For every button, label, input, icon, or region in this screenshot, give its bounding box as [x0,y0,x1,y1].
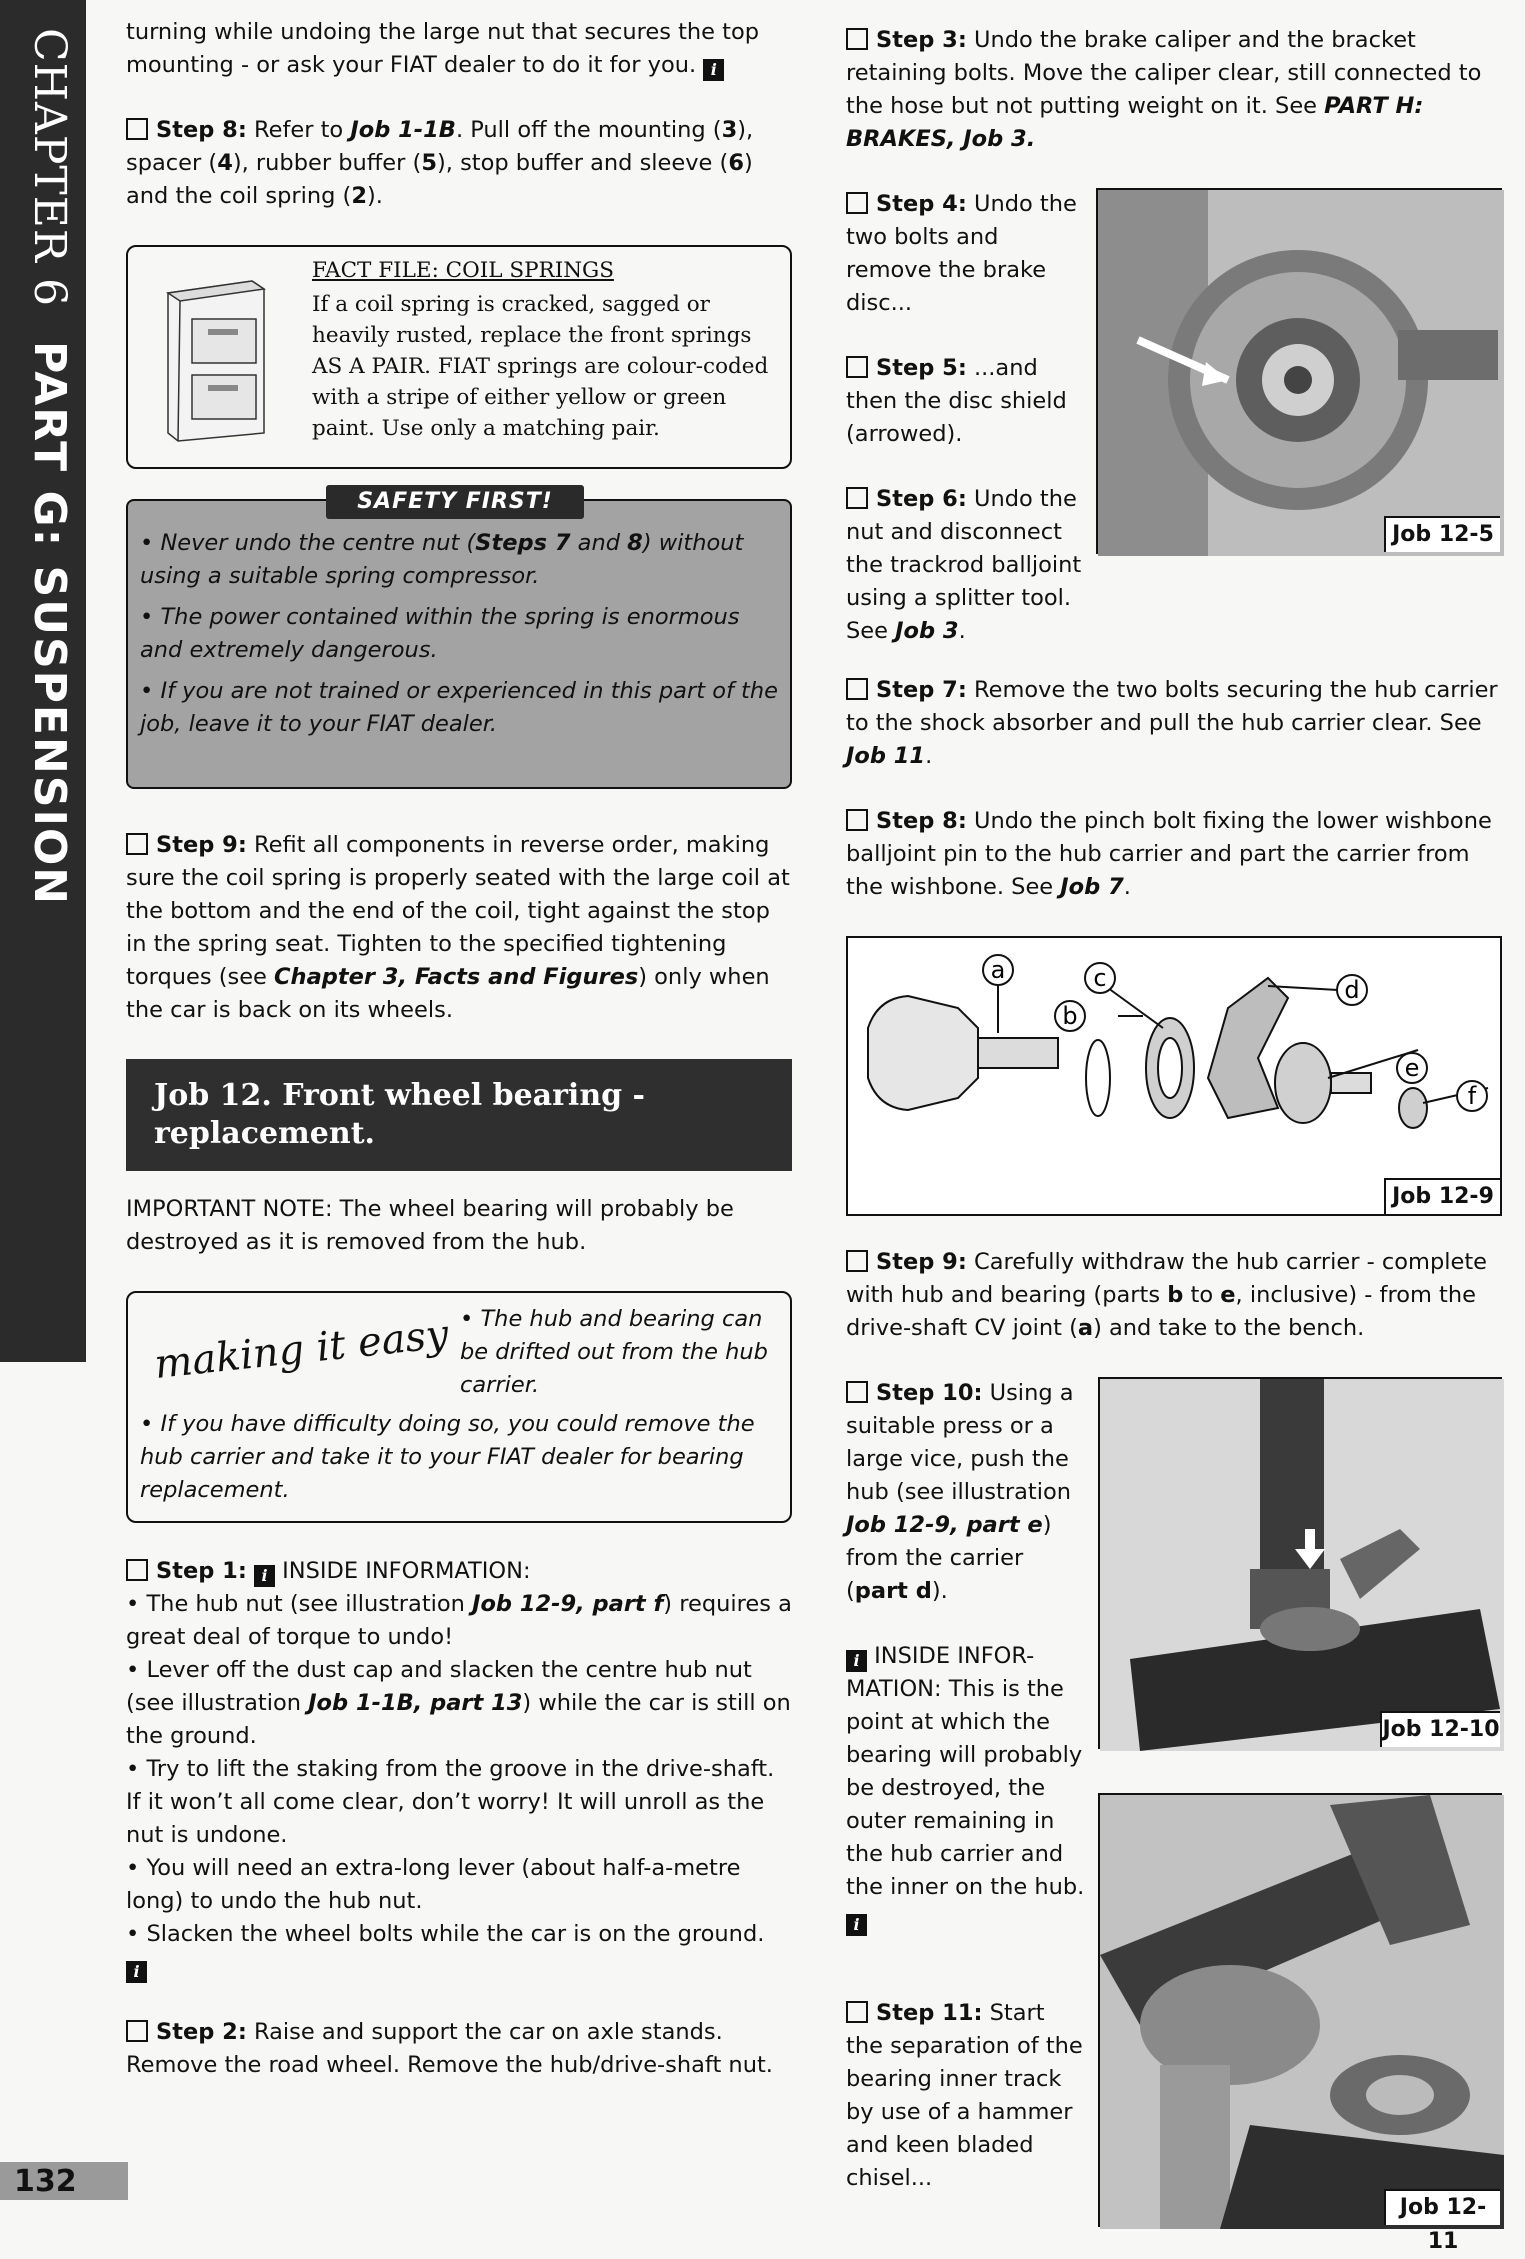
step-text: ...and then the disc shield (arrowed). [846,355,1067,447]
photo-caption: Job 12-10 [1380,1711,1500,1747]
step5-right [846,352,1086,451]
fact-file-box [126,245,792,469]
step-text: Undo the brake caliper and the bracket retaining bolts. Move the caliper clear, still connected to the hose but not putting weight on it. See [846,27,1482,119]
safety-text: and [570,530,628,556]
fact-file-content [312,255,776,444]
step1-bullet: • Try to lift the staking from the groove in the drive-shaft. If it won’t all come clear, don’t worry! It will unroll as the nut is undone. [126,1756,775,1848]
checkbox-icon [846,356,868,378]
photo-job-12-5 [1096,188,1502,554]
hub-exploded-view [848,938,1500,1214]
step-text: ) requires a great deal of torque to undo! [126,1591,792,1650]
step-text: Lever off the dust cap and slacken the centre hub nut (see illustration [126,1657,752,1716]
job-ref: Chapter 3, Facts and Figures [274,964,639,990]
svg-text:making it easy: making it easy [152,1311,451,1388]
exploded-diagram-job-12-9 [846,936,1502,1216]
intro-text: turning while undoing the large nut that secures the top mounting - or ask your FIAT dealer to do it for you. [126,19,760,78]
step-text: The hub nut (see illustration [146,1591,473,1617]
photo-block-2 [846,1377,1502,2254]
safety-point: • If you are not trained or experienced in this part of the job, leave it to your FIAT dealer. [140,678,778,737]
step1-bullet: • The hub nut (see illustration Job 12-9, part f) requires a great deal of torque to undo! [126,1591,792,1650]
step-text: ) only when the car is back on its wheels. [126,964,770,1023]
diagram-label-d: d [1344,976,1360,1004]
job-ref: Job 12-9, part f [472,1591,664,1617]
checkbox-icon [126,2020,148,2042]
inside-text: INSIDE INFOR-MATION: This is the point at which the bearing will probably be destroyed, the outer remaining in the hub carrier and the inner on the hub. [846,1643,1085,1900]
job-title-line: replacement. [154,1116,376,1151]
step-text: Remove the two bolts securing the hub carrier to the shock absorber and pull the hub carrier clear. See [846,677,1498,736]
safety-text: If you are not trained or experienced in this part of the job, leave it to your FIAT dealer. [140,678,778,737]
step-label: Step 8: [876,808,967,834]
safety-point: • The power contained within the spring is enormous and extremely dangerous. [140,604,740,663]
easy-point: • The hub and bearing can be drifted out from the hub carrier. [460,1306,768,1398]
step-text: Try to lift the staking from the groove in the drive-shaft. If it won’t all come clear, don’t worry! It will unroll as the nut is undone. [126,1756,775,1848]
safety-bold: Steps 7 [475,530,571,556]
step-label: Step 4: [876,191,967,217]
step-text: ) from the carrier ( [846,1512,1052,1604]
job-ref: Job 11 [846,743,926,769]
step-text: ), rubber buffer ( [232,150,422,176]
step6-right [846,483,1086,648]
hub-disc-shield-photo [1098,190,1504,556]
checkbox-icon [846,1250,868,1272]
step-text: Start the separation of the bearing inner track by use of a hammer and keen bladed chisel... [846,2000,1083,2191]
step-text: Using a suitable press or a large vice, push the hub (see illustration [846,1380,1074,1505]
step-text: INSIDE INFORMATION: [274,1558,531,1584]
step9-left [126,829,792,1027]
job-ref: Job 1-1B, part 13 [308,1690,523,1716]
diagram-caption: Job 12-9 [1384,1178,1500,1214]
photo-caption: Job 12-11 [1384,2189,1500,2225]
step-text: . Pull off the mounting ( [455,117,722,143]
step-text: ) and the coil spring ( [126,150,753,209]
part-letter: a [1077,1315,1094,1341]
safety-first-box [126,489,792,789]
checkbox-icon [846,678,868,700]
diagram-label-b: b [1062,1002,1078,1030]
safety-point: • Never undo the centre nut (Steps 7 and 8) without using a suitable spring compressor. [140,530,744,589]
diagram-label-e: e [1404,1054,1420,1082]
checkbox-icon [126,1559,148,1581]
checkbox-icon [846,1381,868,1403]
narrow-steps-2 [846,1377,1086,2195]
photo-job-12-11 [1098,1793,1502,2254]
checkbox-icon [126,833,148,855]
step-label: Step 11: [876,2000,983,2026]
job-title-line: Job 12. Front wheel bearing - [154,1078,646,1113]
step-text: ), stop buffer and sleeve ( [436,150,729,176]
step4-right [846,188,1086,320]
step-label: Step 3: [876,27,967,53]
step-text: Raise and support the car on axle stands. Remove the road wheel. Remove the hub/drive-shaft nut. [126,2019,773,2078]
step-text: Refit all components in reverse order, making sure the coil spring is properly seated with the large coil at the bottom and the end of the coil, tight against the stop in the spring seat. Tighten to the specified tightening torques (see [126,832,790,990]
step-label: Step 5: [876,355,967,381]
step-text: Undo the two bolts and remove the brake disc... [846,191,1077,316]
step-text: Slacken the wheel bolts while the car is on the ground. [146,1921,765,1947]
step-text: ), spacer ( [126,117,754,176]
checkbox-icon [846,2001,868,2023]
filing-cabinet-icon [156,273,266,443]
step-text: You will need an extra-long lever (about half-a-metre long) to undo the hub nut. [126,1855,741,1914]
step11-right [846,1997,1086,2195]
safety-text: The power contained within the spring is enormous and extremely dangerous. [140,604,740,663]
step-text: to [1183,1282,1221,1308]
diagram-label-c: c [1093,964,1107,992]
step-label: Step 9: [876,1249,967,1275]
step7-right [846,674,1502,773]
step-text: ). [367,183,383,209]
step-text: . [925,743,933,769]
part-label: PART G: SUSPENSION [24,341,75,907]
step-label: Step 7: [876,677,967,703]
part-num: 3 [721,117,738,143]
making-it-easy-logo [148,1311,451,1388]
info-icon: i [254,1565,275,1587]
checkbox-icon [846,809,868,831]
photo-block-1 [846,188,1502,674]
intro-paragraph [126,16,792,82]
part-letter: b [1167,1282,1184,1308]
step8-left [126,114,792,213]
step1-bullet: • Slacken the wheel bolts while the car is on the ground. i [126,1921,765,1981]
job-ref: PART H: BRAKES, Job 3. [846,93,1424,152]
step-label: Step 2: [156,2019,247,2045]
safety-first-label: SAFETY FIRST! [326,485,584,519]
part-num: 2 [351,183,367,209]
step1-bullet: • You will need an extra-long lever (about half-a-metre long) to undo the hub nut. [126,1855,741,1914]
diagram-label-f: f [1467,1082,1477,1110]
step2 [126,2016,792,2082]
chapter-sidebar [0,0,86,1362]
step-text: ) while the car is still on the ground. [126,1690,791,1749]
part-ref: part d [854,1578,932,1604]
easy-point: • If you have difficulty doing so, you could remove the hub carrier and take it to your FIAT dealer for bearing replacement. [140,1411,755,1503]
photo-caption: Job 12-5 [1384,516,1500,552]
easy-text: If you have difficulty doing so, you could remove the hub carrier and take it to your FIAT dealer for bearing replacement. [140,1411,755,1503]
step-text: ). [931,1578,948,1604]
step-label: Step 8: [156,117,247,143]
checkbox-icon [846,192,868,214]
page-number: 132 [14,2164,77,2199]
step-text: ) and take to the bench. [1093,1315,1365,1341]
info-icon: i [846,1914,867,1936]
part-num: 4 [217,150,233,176]
safety-text: Never undo the centre nut ( [160,530,476,556]
step-text: Carefully withdraw the hub carrier - complete with hub and bearing (parts [846,1249,1487,1308]
step1-bullet: • Lever off the dust cap and slacken the centre hub nut (see illustration Job 1-1B, part 13) while the car is still on the ground. [126,1657,791,1749]
step10-right [846,1377,1086,1608]
left-column [126,16,792,2114]
sidebar-text [24,28,75,906]
step-text: . [958,618,966,644]
info-icon: i [846,1650,867,1672]
job-ref: Job 3 [895,618,959,644]
part-num: 6 [728,150,744,176]
step-label: Step 1: [156,1558,247,1584]
step9-right [846,1246,1502,1345]
info-icon: i [126,1961,147,1983]
step8-right [846,805,1502,904]
step-text: Undo the nut and disconnect the trackrod balljoint using a splitter tool. See [846,486,1082,644]
diagram-label-a: a [990,956,1006,984]
fact-file-text: If a coil spring is cracked, sagged or heavily rusted, replace the front springs AS A PAIR. FIAT springs are colour-coded with a stripe of either yellow or green paint. Use only a matching pair. [312,292,769,441]
step1 [126,1555,792,1984]
job-ref: Job 1-1B [350,117,456,143]
checkbox-icon [126,118,148,140]
step-text: Undo the pinch bolt fixing the lower wishbone balljoint pin to the hub carrier and part the carrier from the wishbone. See [846,808,1492,900]
step-label: Step 6: [876,486,967,512]
easy-text: The hub and bearing can be drifted out from the hub carrier. [460,1306,768,1398]
press-photo [1100,1379,1504,1751]
step3-right [846,24,1502,156]
page-number-tab [0,2162,128,2200]
job-ref: Job 7 [1060,874,1124,900]
right-column [846,24,1502,2254]
checkbox-icon [846,487,868,509]
safety-bold: 8 [627,530,643,556]
chapter-label: CHAPTER 6 [24,28,75,307]
fact-file-title: FACT FILE: COIL SPRINGS [312,258,614,283]
step-label: Step 10: [876,1380,983,1406]
safety-text: ) without using a suitable spring compressor. [140,530,744,589]
step-text: , inclusive) - from the drive-shaft CV joint ( [846,1282,1476,1341]
job-ref: Job 12-9, part e [846,1512,1043,1538]
inside-information [846,1640,1086,1937]
step-text: Refer to [246,117,351,143]
step-label: Step 9: [156,832,247,858]
important-note: IMPORTANT NOTE: The wheel bearing will probably be destroyed as it is removed from the hub. [126,1196,734,1255]
job-heading [126,1059,792,1171]
part-letter: e [1220,1282,1236,1308]
photo-job-12-10 [1098,1377,1502,1749]
hammer-chisel-photo [1100,1795,1504,2229]
checkbox-icon [846,28,868,50]
info-icon: i [703,59,724,81]
part-num: 5 [421,150,437,176]
making-it-easy-box [126,1291,792,1523]
step-text: . [1123,874,1131,900]
narrow-steps [846,188,1086,648]
step1-heading [126,1555,792,1588]
